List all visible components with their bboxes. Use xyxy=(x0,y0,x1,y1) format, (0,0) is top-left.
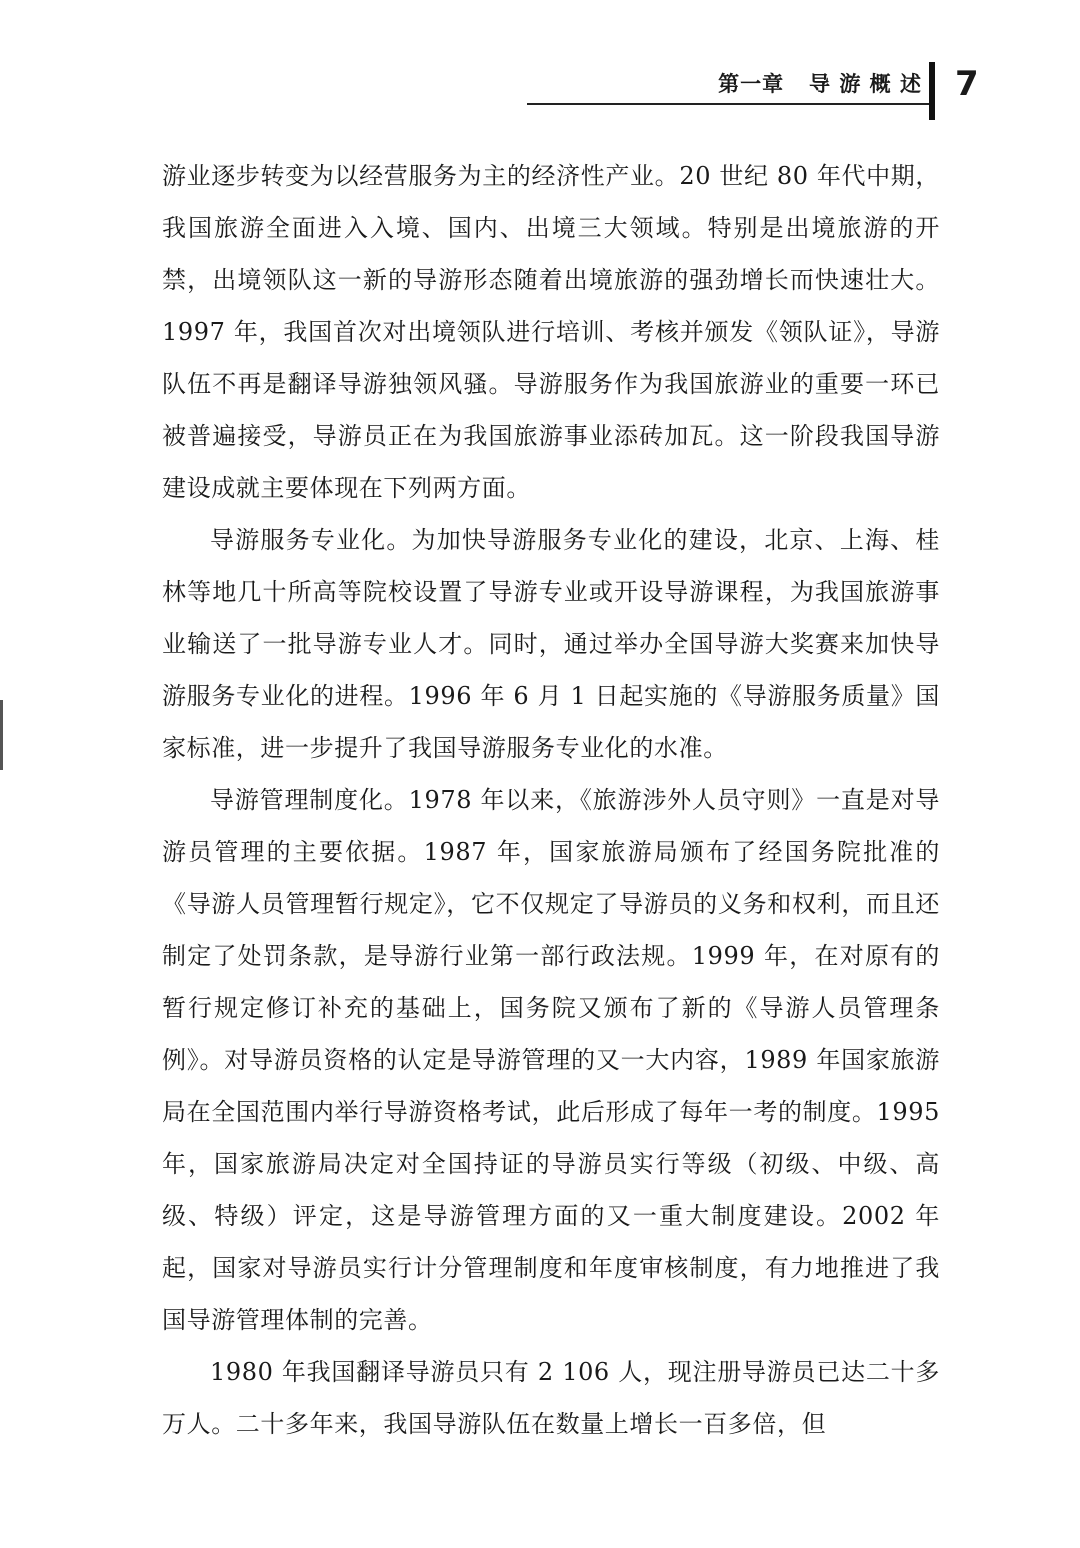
header-bar xyxy=(929,62,935,120)
paragraph-continued: 游业逐步转变为以经营服务为主的经济性产业。20 世纪 80 年代中期，我国旅游全面进入入境、国内、出境三大领域。特别是出境旅游的开禁，出境领队这一新的导游形态随着出境旅游的强劲增长而快速壮大。1997 年，我国首次对出境领队进行培训、考核并颁发《领队证》，导游队伍不再是翻译导游独领风骚。导游服务作为我国旅游业的重要一环已被普遍接受，导游员正在为我国旅游事业添砖加瓦。这一阶段我国导游建设成就主要体现在下列两方面。 xyxy=(162,162,940,502)
body-text xyxy=(162,150,940,1450)
paragraph-guide-service-professionalization: 导游服务专业化。为加快导游服务专业化的建设，北京、上海、桂林等地几十所高等院校设置了导游专业或开设导游课程，为我国旅游事业输送了一批导游专业人才。同时，通过举办全国导游大奖赛来加快导游服务专业化的进程。1996 年 6 月 1 日起实施的《导游服务质量》国家标准，进一步提升了我国导游服务专业化的水准。 xyxy=(162,526,940,762)
running-header xyxy=(0,0,1080,130)
chapter-title: 第一章 导 游 概 述 xyxy=(718,72,922,96)
header-rule xyxy=(527,103,929,105)
page-number: 7 xyxy=(955,64,979,104)
paragraph-guide-management-institutionalization: 导游管理制度化。1978 年以来，《旅游涉外人员守则》一直是对导游员管理的主要依据。1987 年，国家旅游局颁布了经国务院批准的《导游人员管理暂行规定》，它不仅规定了导游员的义务和权利，而且还制定了处罚条款，是导游行业第一部行政法规。1999 年，在对原有的暂行规定修订补充的基础上，国务院又颁布了新的《导游人员管理条例》。对导游员资格的认定是导游管理的又一大内容，1989 年国家旅游局在全国范围内举行导游资格考试，此后形成了每年一考的制度。1995 年，国家旅游局决定对全国持证的导游员实行等级（初级、中级、高级、特级）评定，这是导游管理方面的又一重大制度建设。2002 年起，国家对导游员实行计分管理制度和年度审核制度，有力地推进了我国导游管理体制的完善。 xyxy=(162,786,940,1334)
page-edge-mark xyxy=(0,700,3,770)
paragraph-guide-numbers: 1980 年我国翻译导游员只有 2 106 人，现注册导游员已达二十多万人。二十多年来，我国导游队伍在数量上增长一百多倍，但 xyxy=(162,1358,940,1438)
